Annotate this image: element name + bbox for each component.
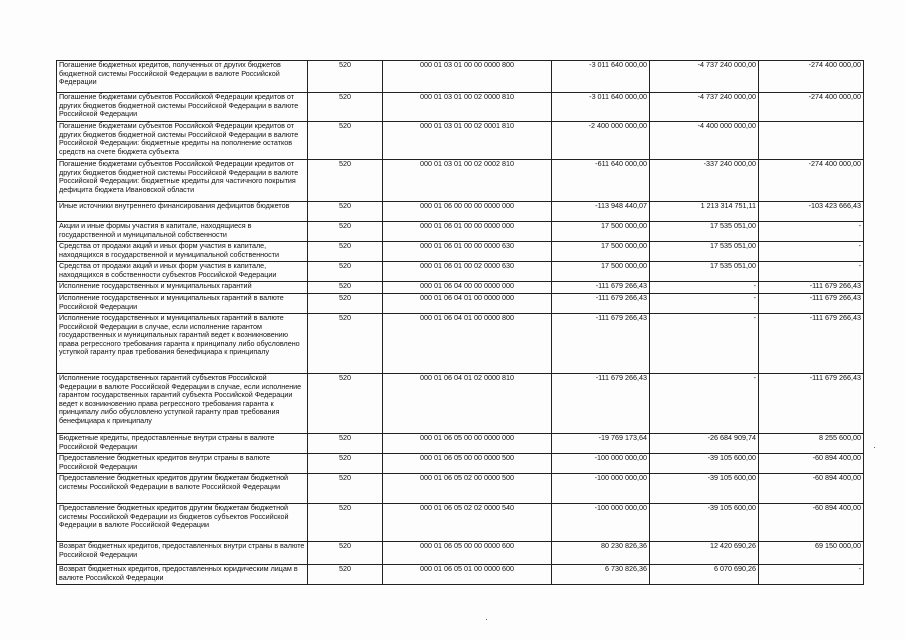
row-name: Погашение бюджетами субъектов Российской Федерации кредитов от других бюджетов бюджетной системы Российской Федерации в валюте Российской Федерации: бюджетные кредиты на пополнение остатков средств на счете бюджета субъекта	[57, 122, 308, 160]
row-code: 520	[308, 122, 383, 160]
row-value-2: -337 240 000,00	[650, 160, 759, 202]
row-kbk: 000 01 06 04 00 00 0000 000	[383, 282, 552, 294]
row-value-2: -	[650, 282, 759, 294]
row-name: Исполнение государственных и муниципальных гарантий	[57, 282, 308, 294]
scan-speck: ·	[873, 442, 876, 452]
row-value-1: -111 679 266,43	[552, 314, 650, 374]
row-name: Возврат бюджетных кредитов, предоставленных юридическим лицам в валюте Российской Федерации	[57, 565, 308, 585]
row-name: Иные источники внутреннего финансирования дефицитов бюджетов	[57, 202, 308, 222]
row-value-3: -111 679 266,43	[759, 294, 864, 314]
row-value-2: -39 105 600,00	[650, 504, 759, 542]
row-kbk: 000 01 06 05 02 02 0000 540	[383, 504, 552, 542]
row-kbk: 000 01 03 01 00 02 0000 810	[383, 93, 552, 122]
row-value-1: -111 679 266,43	[552, 294, 650, 314]
row-kbk: 000 01 06 05 00 00 0000 000	[383, 434, 552, 454]
table-row	[57, 504, 864, 542]
row-code: 520	[308, 282, 383, 294]
table-row	[57, 474, 864, 504]
row-value-1: -2 400 000 000,00	[552, 122, 650, 160]
row-code: 520	[308, 160, 383, 202]
row-value-2: 12 420 690,26	[650, 542, 759, 565]
row-code: 520	[308, 504, 383, 542]
row-value-2: 17 535 051,00	[650, 262, 759, 282]
table-row	[57, 160, 864, 202]
row-kbk: 000 01 06 01 00 00 0000 000	[383, 222, 552, 242]
row-value-2: -4 737 240 000,00	[650, 93, 759, 122]
row-value-1: -111 679 266,43	[552, 282, 650, 294]
row-name: Исполнение государственных и муниципальных гарантий в валюте Российской Федерации в случае, если исполнение гарантом государственных и муниципальных гарантий ведет к возникновению права регрессного требования гаранта к принципалу либо обусловлено уступкой гаранту прав требования бенефициара к принципалу	[57, 314, 308, 374]
row-value-2: 6 070 690,26	[650, 565, 759, 585]
row-kbk: 000 01 06 04 01 00 0000 800	[383, 314, 552, 374]
row-value-2: -4 737 240 000,00	[650, 61, 759, 93]
table-row	[57, 542, 864, 565]
row-code: 520	[308, 242, 383, 262]
row-name: Бюджетные кредиты, предоставленные внутри страны в валюте Российской Федерации	[57, 434, 308, 454]
scan-speck: ·	[485, 614, 488, 624]
row-code: 520	[308, 454, 383, 474]
table-row	[57, 242, 864, 262]
row-value-3: -	[759, 262, 864, 282]
row-name: Исполнение государственных гарантий субъектов Российской Федерации в валюте Российской Федерации в случае, если исполнение гарантом государственных гарантий субъекта Российской Федерации ведет к возникновению права регрессного требования гаранта к принципалу либо обусловлено уступкой гаранту прав требования бенефициара к принципалу	[57, 374, 308, 434]
row-value-3: -	[759, 565, 864, 585]
table-row	[57, 434, 864, 454]
row-value-3	[759, 122, 864, 160]
row-value-2: -4 400 000 000,00	[650, 122, 759, 160]
table-row	[57, 565, 864, 585]
row-kbk: 000 01 03 01 00 02 0001 810	[383, 122, 552, 160]
row-value-1: 6 730 826,36	[552, 565, 650, 585]
row-code: 520	[308, 434, 383, 454]
table-row	[57, 202, 864, 222]
row-value-2: 1 213 314 751,11	[650, 202, 759, 222]
row-code: 520	[308, 61, 383, 93]
row-value-1: 80 230 826,36	[552, 542, 650, 565]
row-name: Погашение бюджетами субъектов Российской Федерации кредитов от других бюджетов бюджетной системы Российской Федерации в валюте Российской Федерации: бюджетные кредиты для частичного покрытия дефицита бюджета Ивановской области	[57, 160, 308, 202]
table-row	[57, 93, 864, 122]
row-code: 520	[308, 202, 383, 222]
row-value-3: -111 679 266,43	[759, 374, 864, 434]
row-value-2: -	[650, 314, 759, 374]
row-code: 520	[308, 565, 383, 585]
row-name: Предоставление бюджетных кредитов другим бюджетам бюджетной системы Российской Федерации в валюте Российской Федерации	[57, 474, 308, 504]
row-kbk: 000 01 06 05 00 00 0000 500	[383, 454, 552, 474]
row-value-1: -100 000 000,00	[552, 504, 650, 542]
row-value-3: -60 894 400,00	[759, 504, 864, 542]
row-kbk: 000 01 06 04 01 02 0000 810	[383, 374, 552, 434]
row-name: Средства от продажи акций и иных форм участия в капитале, находящихся в собственности субъектов Российской Федерации	[57, 262, 308, 282]
table-row	[57, 122, 864, 160]
row-kbk: 000 01 06 05 00 00 0000 600	[383, 542, 552, 565]
row-kbk: 000 01 06 01 00 02 0000 630	[383, 262, 552, 282]
table-row	[57, 314, 864, 374]
row-value-2: 17 535 051,00	[650, 222, 759, 242]
row-value-3: -274 400 000,00	[759, 61, 864, 93]
row-code: 520	[308, 262, 383, 282]
row-value-3: -274 400 000,00	[759, 160, 864, 202]
row-code: 520	[308, 474, 383, 504]
row-kbk: 000 01 03 01 00 02 0002 810	[383, 160, 552, 202]
row-value-1: 17 500 000,00	[552, 242, 650, 262]
row-value-1: 17 500 000,00	[552, 262, 650, 282]
row-value-2: -	[650, 374, 759, 434]
table-row	[57, 374, 864, 434]
row-value-3: -	[759, 222, 864, 242]
row-value-2: -39 105 600,00	[650, 474, 759, 504]
row-value-1: -611 640 000,00	[552, 160, 650, 202]
row-value-2: 17 535 051,00	[650, 242, 759, 262]
row-value-1: -19 769 173,64	[552, 434, 650, 454]
table-row	[57, 262, 864, 282]
row-kbk: 000 01 06 01 00 00 0000 630	[383, 242, 552, 262]
table-row	[57, 294, 864, 314]
row-value-1: 17 500 000,00	[552, 222, 650, 242]
row-code: 520	[308, 542, 383, 565]
row-value-3: -111 679 266,43	[759, 282, 864, 294]
table-row	[57, 222, 864, 242]
row-name: Средства от продажи акций и иных форм участия в капитале, находящихся в государственной и муниципальной собственности	[57, 242, 308, 262]
row-code: 520	[308, 374, 383, 434]
row-kbk: 000 01 06 04 01 00 0000 000	[383, 294, 552, 314]
row-value-1: -3 011 640 000,00	[552, 93, 650, 122]
row-value-1: -100 000 000,00	[552, 474, 650, 504]
row-name: Возврат бюджетных кредитов, предоставленных внутри страны в валюте Российской Федерации	[57, 542, 308, 565]
row-value-3: -	[759, 242, 864, 262]
row-value-2: -	[650, 294, 759, 314]
row-name: Предоставление бюджетных кредитов внутри страны в валюте Российской Федерации	[57, 454, 308, 474]
row-value-3: -60 894 400,00	[759, 454, 864, 474]
row-name: Погашение бюджетных кредитов, полученных от других бюджетов бюджетной системы Российской Федерации в валюте Российской Федерации	[57, 61, 308, 93]
row-kbk: 000 01 03 01 00 00 0000 800	[383, 61, 552, 93]
row-value-2: -39 105 600,00	[650, 454, 759, 474]
row-value-1: -113 948 440,07	[552, 202, 650, 222]
row-value-3: -103 423 666,43	[759, 202, 864, 222]
row-value-1: -100 000 000,00	[552, 454, 650, 474]
row-value-1: -3 011 640 000,00	[552, 61, 650, 93]
row-name: Исполнение государственных и муниципальных гарантий в валюте Российской Федерации	[57, 294, 308, 314]
table-row	[57, 282, 864, 294]
row-value-3: -274 400 000,00	[759, 93, 864, 122]
table-row	[57, 454, 864, 474]
row-kbk: 000 01 06 05 01 00 0000 600	[383, 565, 552, 585]
row-kbk: 000 01 06 00 00 00 0000 000	[383, 202, 552, 222]
row-name: Предоставление бюджетных кредитов другим бюджетам бюджетной системы Российской Федерации из бюджетов субъектов Российской Федерации в валюте Российской Федерации	[57, 504, 308, 542]
row-value-2: -26 684 909,74	[650, 434, 759, 454]
row-value-3: -111 679 266,43	[759, 314, 864, 374]
row-code: 520	[308, 222, 383, 242]
budget-sources-table	[56, 60, 864, 585]
row-code: 520	[308, 294, 383, 314]
row-code: 520	[308, 93, 383, 122]
row-value-1: -111 679 266,43	[552, 374, 650, 434]
row-code: 520	[308, 314, 383, 374]
row-name: Погашение бюджетами субъектов Российской Федерации кредитов от других бюджетов бюджетной системы Российской Федерации в валюте Российской Федерации	[57, 93, 308, 122]
row-name: Акции и иные формы участия в капитале, находящиеся в государственной и муниципальной собственности	[57, 222, 308, 242]
row-value-3: 69 150 000,00	[759, 542, 864, 565]
table-row	[57, 61, 864, 93]
row-value-3: 8 255 600,00	[759, 434, 864, 454]
row-kbk: 000 01 06 05 02 00 0000 500	[383, 474, 552, 504]
row-value-3: -60 894 400,00	[759, 474, 864, 504]
